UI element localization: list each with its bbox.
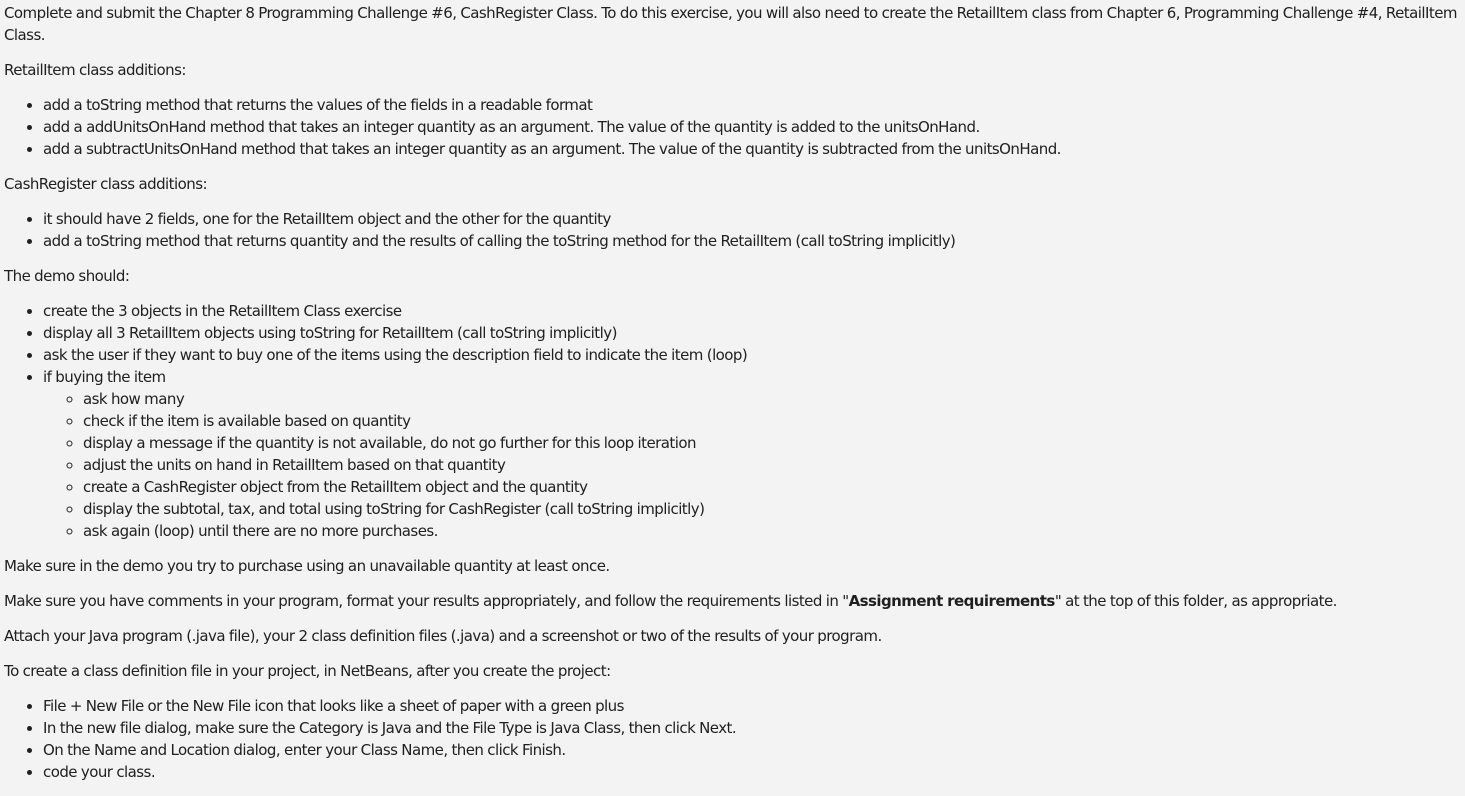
sublist-item: ◦ create a CashRegister object from the RetailItem object and the quantity	[83, 476, 1459, 498]
list-item: • ask the user if they want to buy one of the items using the description field to indicate the item (loop)	[43, 344, 1459, 366]
comments-note-before: Make sure you have comments in your program, format your results appropriately, and follow the requirements listed in "	[4, 592, 849, 610]
netbeans-list	[4, 695, 1459, 783]
list-item-label: if buying the item	[43, 368, 166, 386]
list-item: • code your class.	[43, 761, 1459, 783]
list-item: • add a toString method that returns quantity and the results of calling the toString method for the RetailItem (call toString implicitly)	[43, 230, 1459, 252]
sublist-item: ◦ display the subtotal, tax, and total using toString for CashRegister (call toString implicitly)	[83, 498, 1459, 520]
list-item: • add a toString method that returns the values of the fields in a readable format	[43, 94, 1459, 116]
list-item-with-sublist	[43, 366, 1459, 542]
cashregister-heading: CashRegister class additions:	[4, 175, 207, 193]
unavailable-note: Make sure in the demo you try to purchase using an unavailable quantity at least once.	[4, 557, 610, 575]
sublist-item: ◦ check if the item is available based on quantity	[83, 410, 1459, 432]
intro-paragraph: Complete and submit the Chapter 8 Programming Challenge #6, CashRegister Class. To do this exercise, you will also need to create the RetailItem class from Chapter 6, Programming Challenge #4, RetailItem Class.	[4, 4, 1457, 44]
list-item: • In the new file dialog, make sure the Category is Java and the File Type is Java Class, then click Next.	[43, 717, 1459, 739]
assignment-content	[4, 2, 1459, 796]
assignment-requirements-emphasis: Assignment requirements	[848, 592, 1055, 610]
list-item: • On the Name and Location dialog, enter your Class Name, then click Finish.	[43, 739, 1459, 761]
retailitem-heading: RetailItem class additions:	[4, 61, 186, 79]
demo-sublist	[43, 388, 1459, 542]
list-item: • add a addUnitsOnHand method that takes an integer quantity as an argument. The value of the quantity is added to the unitsOnHand.	[43, 116, 1459, 138]
cashregister-list	[4, 208, 1459, 252]
list-item: • File + New File or the New File icon that looks like a sheet of paper with a green plus	[43, 695, 1459, 717]
retailitem-list	[4, 94, 1459, 160]
sublist-item: ◦ adjust the units on hand in RetailItem based on that quantity	[83, 454, 1459, 476]
netbeans-heading: To create a class definition file in your project, in NetBeans, after you create the project:	[4, 662, 611, 680]
sublist-item: ◦ ask again (loop) until there are no more purchases.	[83, 520, 1459, 542]
attach-note: Attach your Java program (.java file), your 2 class definition files (.java) and a screenshot or two of the results of your program.	[4, 627, 882, 645]
comments-note-after: " at the top of this folder, as appropriate.	[1054, 592, 1337, 610]
sublist-item: ◦ ask how many	[83, 388, 1459, 410]
comments-note	[4, 590, 1459, 612]
demo-heading: The demo should:	[4, 267, 130, 285]
list-item: • add a subtractUnitsOnHand method that takes an integer quantity as an argument. The value of the quantity is subtracted from the unitsOnHand.	[43, 138, 1459, 160]
list-item: • create the 3 objects in the RetailItem Class exercise	[43, 300, 1459, 322]
demo-list	[4, 300, 1459, 542]
sublist-item: ◦ display a message if the quantity is not available, do not go further for this loop iteration	[83, 432, 1459, 454]
list-item: • it should have 2 fields, one for the RetailItem object and the other for the quantity	[43, 208, 1459, 230]
list-item: • display all 3 RetailItem objects using toString for RetailItem (call toString implicitly)	[43, 322, 1459, 344]
